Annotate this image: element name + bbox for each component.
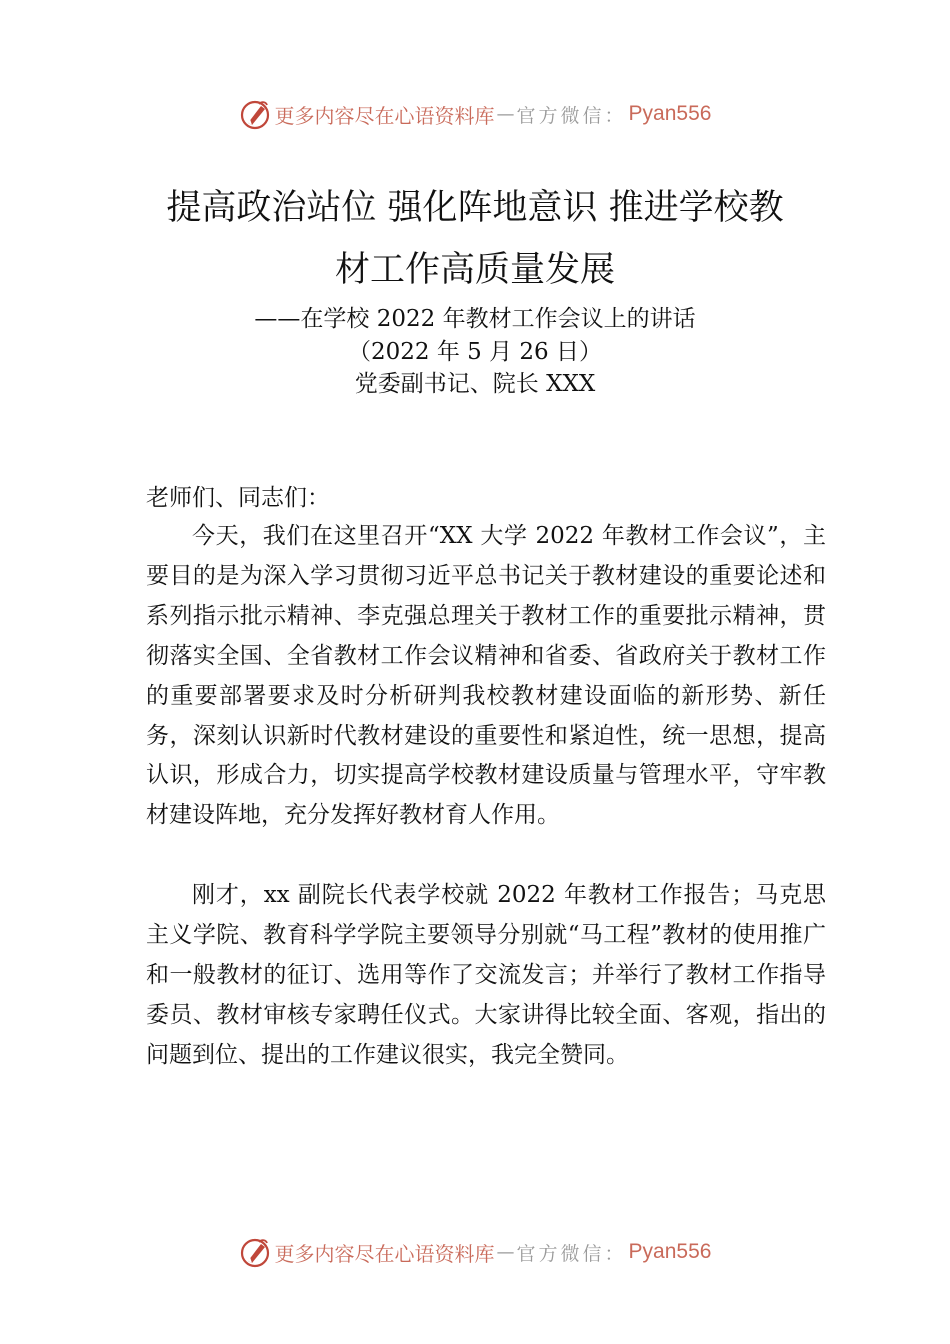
header-watermark [0,94,950,134]
paragraph-1-text: 今天，我们在这里召开“XX 大学 2022 年教材工作会议”，主要目的是为深入学习贯彻习近平总书记关于教材建设的重要论述和系列指示批示精神、李克强总理关于教材工作的重要批示精神，贯彻落实全国、全省教材工作会议精神和省委、省政府关于教材工作的重要部署要求及时分析研判我校教材建设面临的新形势、新任务，深刻认识新时代教材建设的重要性和紧迫性，统一思想，提高认识，形成合力，切实提高学校教材建设质量与管理水平，守牢教材建设阵地，充分发挥好教材育人作用。 [146,523,826,829]
watermark-label: 官方微信： [516,104,627,127]
watermark-wechat-id: Pyan556 [628,1240,712,1263]
watermark-dash: — [496,1241,515,1263]
document-date: （2022 年 5 月 26 日） [348,339,602,365]
watermark-site-text: 更多内容尽在心语资料库 [274,1241,495,1266]
document-title-line-1: 提高政治站位 强化阵地意识 推进学校教 [166,188,784,228]
watermark-wechat-id: Pyan556 [628,102,712,125]
document-subtitle: ——在学校 2022 年教材工作会议上的讲话 [254,306,696,332]
pen-circle-logo-icon [239,1236,271,1268]
greeting: 老师们、同志们： [146,485,330,511]
watermark-dash: — [496,103,515,125]
pen-circle-logo-icon [239,98,271,130]
paragraph-2 [146,876,826,1076]
watermark-site-text: 更多内容尽在心语资料库 [274,103,495,128]
footer-watermark [0,1232,950,1272]
document-speaker: 党委副书记、院长 XXX [354,371,596,397]
document-title-line-2: 材工作高质量发展 [334,250,615,290]
paragraph-2-text: 刚才，xx 副院长代表学校就 2022 年教材工作报告；马克思主义学院、教育科学学院主要领导分别就“马工程”教材的使用推广和一般教材的征订、选用等作了交流发言；并举行了教材工作指导委员、教材审核专家聘任仪式。大家讲得比较全面、客观，指出的问题到位、提出的工作建议很实，我完全赞同。 [146,882,826,1068]
paragraph-1 [146,517,826,836]
watermark-label: 官方微信： [516,1242,627,1265]
